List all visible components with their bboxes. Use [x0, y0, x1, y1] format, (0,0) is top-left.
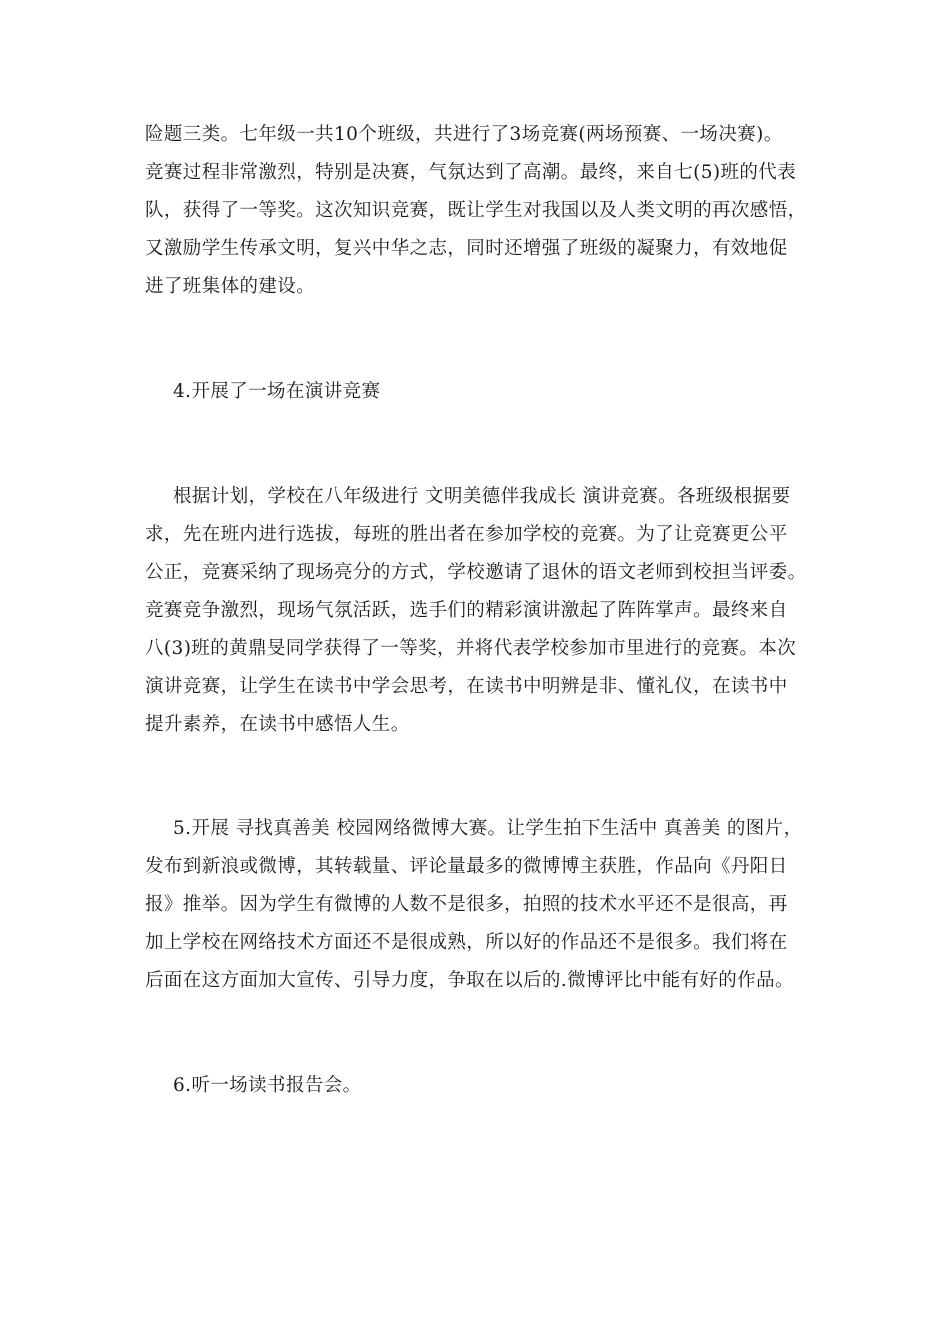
text-line: 提升素养，在读书中感悟人生。: [145, 714, 410, 735]
section-heading-6: 6.听一场读书报告会。: [173, 1075, 362, 1096]
text-line: 求，先在班内进行选拔，每班的胜出者在参加学校的竞赛。为了让竞赛更公平: [145, 524, 788, 545]
text-line: 根据计划，学校在八年级进行 文明美德伴我成长 演讲竞赛。各班级根据要: [173, 486, 791, 507]
text-line: 竞赛过程非常激烈，特别是决赛，气氛达到了高潮。最终，来自七(5)班的代表: [145, 162, 797, 183]
text-line: 竞赛竞争激烈，现场气氛活跃，选手们的精彩演讲激起了阵阵掌声。最终来自: [145, 600, 788, 621]
section-heading-4: 4.开展了一场在演讲竞赛: [173, 381, 381, 402]
text-line: 5.开展 寻找真善美 校园网络微博大赛。让学生拍下生活中 真善美 的图片，: [173, 818, 803, 839]
text-line: 后面在这方面加大宣传、引导力度，争取在以后的.微博评比中能有好的作品。: [145, 970, 794, 991]
text-line: 报》推举。因为学生有微博的人数不是很多，拍照的技术水平还不是很高，再: [145, 894, 788, 915]
text-line: 队，获得了一等奖。这次知识竞赛，既让学生对我国以及人类文明的再次感悟，: [145, 200, 807, 221]
text-line: 进了班集体的建设。: [145, 276, 316, 297]
text-line: 演讲竞赛，让学生在读书中学会思考，在读书中明辨是非、懂礼仪，在读书中: [145, 676, 788, 697]
text-line: 又激励学生传承文明，复兴中华之志，同时还增强了班级的凝聚力，有效地促: [145, 238, 788, 259]
text-line: 险题三类。七年级一共10个班级，共进行了3场竞赛(两场预赛、一场决赛)。: [145, 124, 783, 145]
text-line: 八(3)班的黄鼎旻同学获得了一等奖，并将代表学校参加市里进行的竞赛。本次: [145, 638, 797, 659]
text-line: 公正，竞赛采纳了现场亮分的方式，学校邀请了退休的语文老师到校担当评委。: [145, 562, 807, 583]
text-line: 发布到新浪或微博，其转载量、评论量最多的微博博主获胜，作品向《丹阳日: [145, 856, 788, 877]
text-line: 加上学校在网络技术方面还不是很成熟，所以好的作品还不是很多。我们将在: [145, 932, 788, 953]
